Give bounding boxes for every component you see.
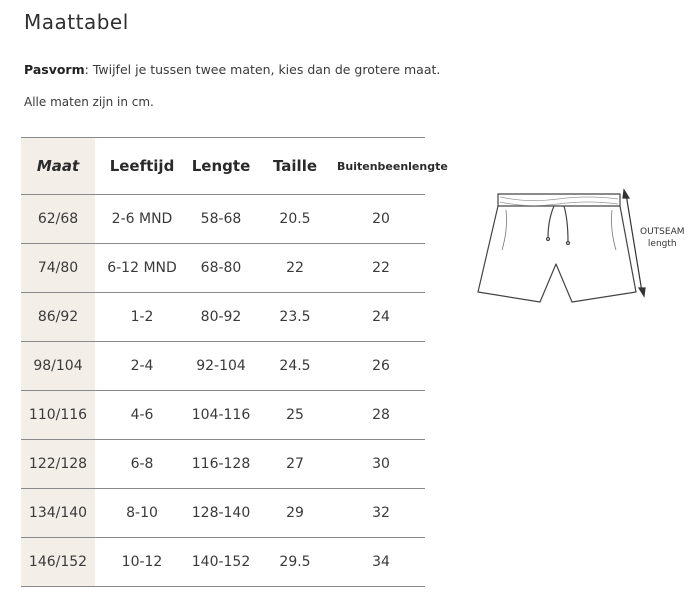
- size-table: [21, 137, 448, 587]
- cell-maat: 62/68: [21, 195, 95, 244]
- cell-maat: 74/80: [21, 244, 95, 293]
- cell-maat: 146/152: [21, 538, 95, 587]
- table-row: [21, 489, 425, 538]
- cell-taille: 25: [253, 391, 337, 440]
- cell-taille: 29: [253, 489, 337, 538]
- cell-maat: 86/92: [21, 293, 95, 342]
- table-header-row: [21, 138, 425, 195]
- outseam-label: OUTSEAM length: [640, 227, 685, 249]
- cell-taille: 29.5: [253, 538, 337, 587]
- cell-maat: 110/116: [21, 391, 95, 440]
- fit-text: : Twijfel je tussen twee maten, kies dan de grotere maat.: [84, 62, 441, 77]
- cell-leeftijd: 6-8: [95, 440, 189, 489]
- cell-buitenbeenlengte: 26: [337, 342, 425, 391]
- fit-note: [24, 62, 440, 77]
- cell-buitenbeenlengte: 28: [337, 391, 425, 440]
- cell-buitenbeenlengte: 32: [337, 489, 425, 538]
- header-maat: Maat: [21, 138, 95, 195]
- table-row: [21, 195, 425, 244]
- cell-lengte: 68-80: [189, 244, 253, 293]
- cell-maat: 122/128: [21, 440, 95, 489]
- cell-taille: 27: [253, 440, 337, 489]
- cell-lengte: 80-92: [189, 293, 253, 342]
- cell-leeftijd: 4-6: [95, 391, 189, 440]
- cell-lengte: 140-152: [189, 538, 253, 587]
- header-lengte: Lengte: [189, 138, 253, 195]
- cell-buitenbeenlengte: 30: [337, 440, 425, 489]
- page-title: Maattabel: [24, 10, 129, 34]
- cell-taille: 22: [253, 244, 337, 293]
- cell-lengte: 92-104: [189, 342, 253, 391]
- cell-taille: 20.5: [253, 195, 337, 244]
- cell-buitenbeenlengte: 34: [337, 538, 425, 587]
- header-buitenbeenlengte: Buitenbeenlengte: [337, 138, 425, 195]
- units-note: Alle maten zijn in cm.: [24, 95, 154, 109]
- header-leeftijd: Leeftijd: [95, 138, 189, 195]
- table-row: [21, 391, 425, 440]
- header-taille: Taille: [253, 138, 337, 195]
- cell-leeftijd: 2-4: [95, 342, 189, 391]
- cell-lengte: 58-68: [189, 195, 253, 244]
- cell-taille: 24.5: [253, 342, 337, 391]
- cell-taille: 23.5: [253, 293, 337, 342]
- cell-lengte: 116-128: [189, 440, 253, 489]
- cell-maat: 98/104: [21, 342, 95, 391]
- cell-leeftijd: 1-2: [95, 293, 189, 342]
- table-row: [21, 440, 425, 489]
- cell-lengte: 104-116: [189, 391, 253, 440]
- cell-leeftijd: 2-6 MND: [95, 195, 189, 244]
- cell-leeftijd: 10-12: [95, 538, 189, 587]
- cell-maat: 134/140: [21, 489, 95, 538]
- cell-leeftijd: 6-12 MND: [95, 244, 189, 293]
- table-row: [21, 244, 425, 293]
- cell-lengte: 128-140: [189, 489, 253, 538]
- fit-label: Pasvorm: [24, 62, 85, 77]
- cell-leeftijd: 8-10: [95, 489, 189, 538]
- cell-buitenbeenlengte: 22: [337, 244, 425, 293]
- cell-buitenbeenlengte: 24: [337, 293, 425, 342]
- cell-buitenbeenlengte: 20: [337, 195, 425, 244]
- table-row: [21, 538, 425, 587]
- table-row: [21, 342, 425, 391]
- table-row: [21, 293, 425, 342]
